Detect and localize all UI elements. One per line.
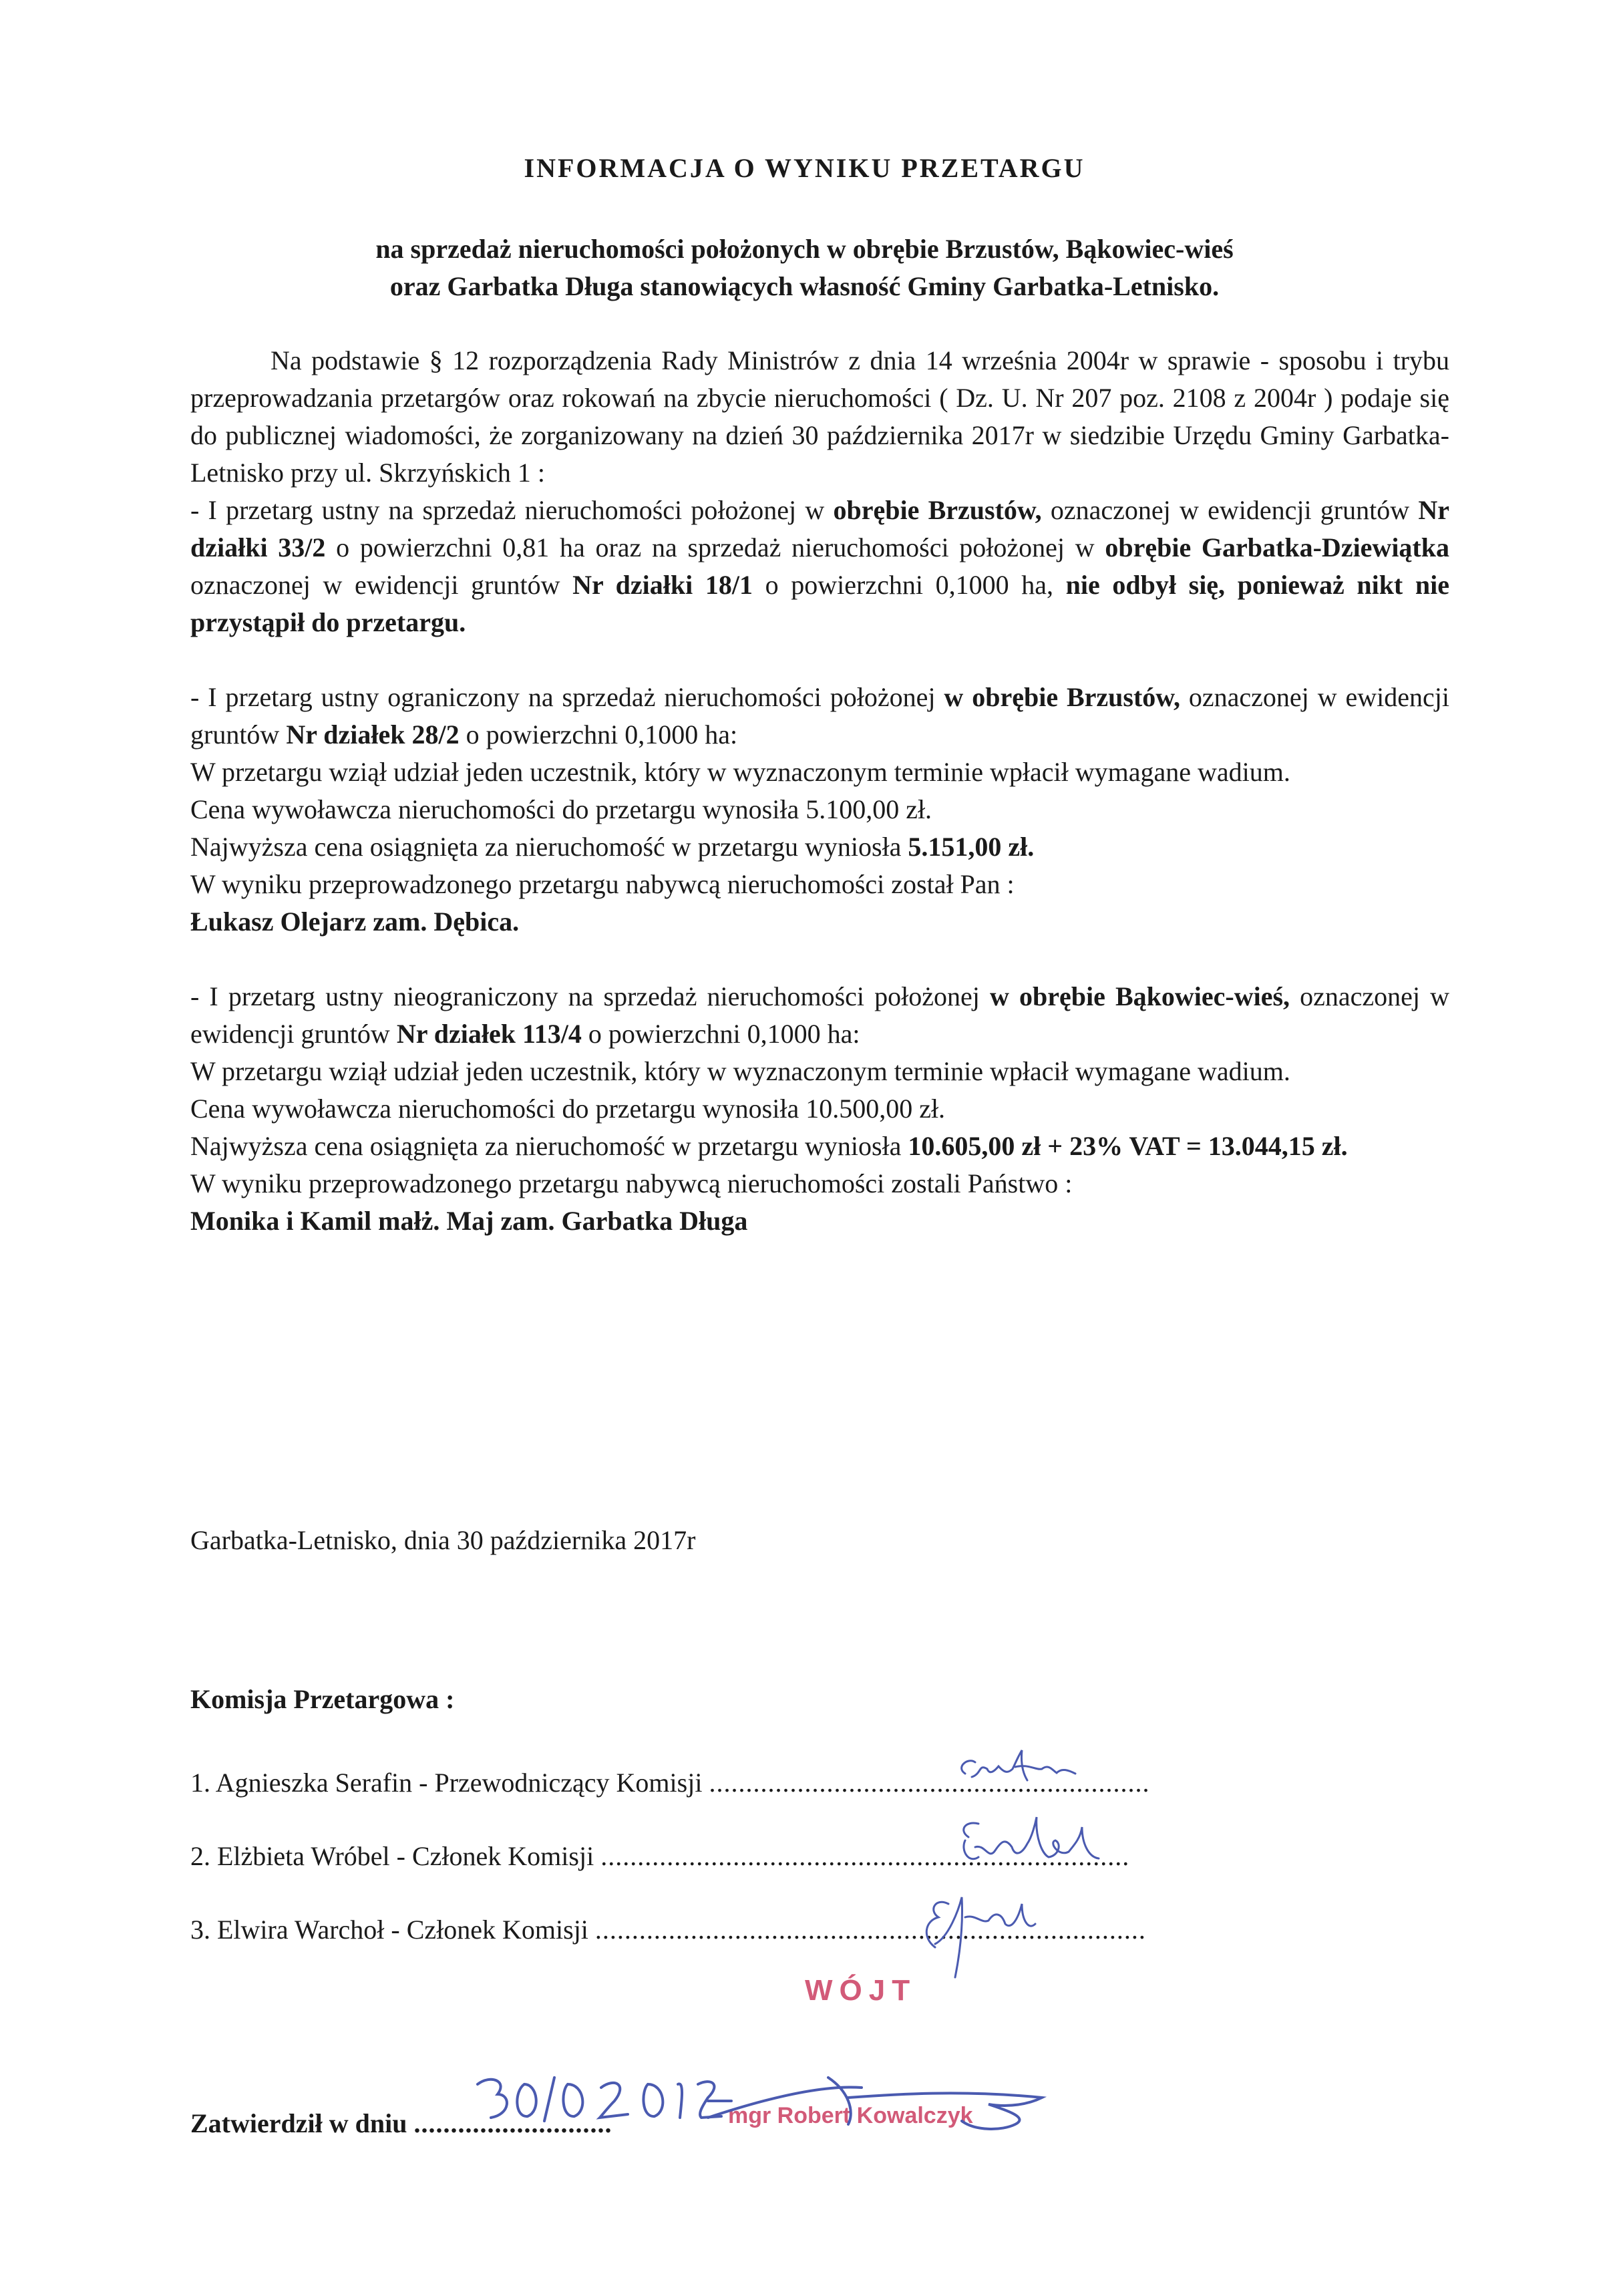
signature-serafin-icon	[948, 1744, 1149, 1797]
subtitle-line-2: oraz Garbatka Długa stanowiących własność Gminy Garbatka-Letnisko.	[389, 271, 1220, 301]
item-1-text: o powierzchni 0,81 ha oraz na sprzedaż nieruchomości położonej w	[325, 532, 1105, 562]
item-3-paragraph	[190, 978, 1449, 1053]
item-1-parcel-2: Nr działki 18/1	[572, 570, 753, 600]
item-3-location: w obrębie Bąkowiec-wieś,	[989, 981, 1290, 1011]
item-2-text: - I przetarg ustny ograniczony na sprzedaż nieruchomości położonej	[190, 682, 944, 712]
item-1-location-2: obrębie Garbatka-Dziewiątka	[1105, 532, 1450, 562]
item-3-highest-value: 10.605,00 zł + 23% VAT = 13.044,15 zł.	[908, 1131, 1348, 1161]
intro-paragraph: Na podstawie § 12 rozporządzenia Rady Ministrów z dnia 14 września 2004r w sprawie - sposobu i trybu przeprowadzania przetargów oraz rokowań na zbycie nieruchomości ( Dz. U. Nr 207 poz. 2108 z 2004r ) podaje się do publicznej wiadomości, że zorganizowany na dzień 30 października 2017r w siedzibie Urzędu Gminy Garbatka-Letnisko przy ul. Skrzyńskich 1 :	[190, 345, 1449, 488]
item-2-parcel: Nr działek 28/2	[286, 719, 460, 750]
item-2-buyer-intro: W wyniku przeprowadzonego przetargu nabywcą nieruchomości został Pan :	[190, 869, 1015, 899]
item-2-buyer: Łukasz Olejarz zam. Dębica.	[190, 907, 520, 937]
item-2-highest-label: Najwyższa cena osiągnięta za nieruchomość w przetargu wyniosła	[190, 832, 908, 862]
item-2-text: oznaczonej w ewidencji gruntów	[190, 682, 1449, 750]
item-2-highest-price	[190, 828, 1449, 866]
member-label: 1. Agnieszka Serafin - Przewodniczący Komisji	[190, 1768, 703, 1798]
member-label: 2. Elżbieta Wróbel - Członek Komisji	[190, 1841, 594, 1871]
signature-line: ........................................................................	[600, 1841, 1130, 1871]
item-1-result: nie odbył się, ponieważ nikt nie przystąpił do przetargu.	[190, 570, 1450, 637]
document-body	[190, 342, 1449, 1240]
item-1-text: oznaczonej w ewidencji gruntów	[190, 570, 573, 600]
mayor-signature-icon	[695, 2058, 1069, 2151]
item-3-buyer-intro: W wyniku przeprowadzonego przetargu nabywcą nieruchomości zostali Państwo :	[190, 1168, 1073, 1198]
item-3-text: - I przetarg ustny nieograniczony na sprzedaż nieruchomości położonej	[190, 981, 990, 1011]
stamp-name: mgr Robert Kowalczyk	[728, 2103, 973, 2128]
item-3-starting-price: Cena wywoławcza nieruchomości do przetargu wynosiła 10.500,00 zł.	[190, 1094, 946, 1124]
signature-line: ............................................................	[709, 1768, 1150, 1798]
document-subtitle	[0, 230, 1609, 305]
item-2-paragraph	[190, 679, 1449, 754]
item-2-highest-value: 5.151,00 zł.	[908, 832, 1035, 862]
item-3-text: oznaczonej w ewidencji gruntów	[190, 981, 1450, 1049]
signature-warchol-icon	[902, 1884, 1115, 1984]
item-3-text: o powierzchni 0,1000 ha:	[581, 1019, 860, 1049]
place-and-date: Garbatka-Letnisko, dnia 30 października 2017r	[190, 1525, 696, 1555]
item-2-starting-price: Cena wywoławcza nieruchomości do przetargu wynosiła 5.100,00 zł.	[190, 794, 932, 824]
item-3-participants: W przetargu wziął udział jeden uczestnik, który w wyznaczonym terminie wpłacił wymagane wadium.	[190, 1056, 1290, 1086]
signature-wrobel-icon	[948, 1810, 1162, 1884]
subtitle-line-1: na sprzedaż nieruchomości położonych w obrębie Brzustów, Bąkowiec-wieś	[375, 234, 1234, 264]
item-1-text: oznaczonej w ewidencji gruntów	[1041, 495, 1419, 525]
item-2-text: o powierzchni 0,1000 ha:	[459, 719, 738, 750]
item-3-parcel: Nr działek 113/4	[396, 1019, 582, 1049]
item-3-highest-price	[190, 1128, 1449, 1165]
item-1-parcel: Nr działki 33/2	[190, 495, 1449, 562]
item-1-location: obrębie Brzustów,	[833, 495, 1042, 525]
committee-title: Komisja Przetargowa :	[190, 1684, 455, 1714]
item-2-participants: W przetargu wziął udział jeden uczestnik, który w wyznaczonym terminie wpłacił wymagane wadium.	[190, 757, 1290, 787]
approval-label: Zatwierdził w dniu	[190, 2108, 407, 2138]
item-1-text: o powierzchni 0,1000 ha,	[753, 570, 1066, 600]
document-title: INFORMACJA O WYNIKU PRZETARGU	[524, 153, 1085, 183]
item-1-paragraph	[190, 492, 1449, 641]
stamp-title: WÓJT	[805, 1974, 917, 2007]
item-1-text: - I przetarg ustny na sprzedaż nieruchomości położonej w	[190, 495, 834, 525]
item-3-highest-label: Najwyższa cena osiągnięta za nieruchomość w przetargu wyniosła	[190, 1131, 908, 1161]
signature-line: ...........................................................................	[594, 1915, 1146, 1945]
member-label: 3. Elwira Warchoł - Członek Komisji	[190, 1915, 588, 1945]
approval-dots: ...........................	[413, 2108, 612, 2138]
item-2-location: w obrębie Brzustów,	[944, 682, 1180, 712]
item-3-buyer: Monika i Kamil małż. Maj zam. Garbatka Długa	[190, 1206, 748, 1236]
